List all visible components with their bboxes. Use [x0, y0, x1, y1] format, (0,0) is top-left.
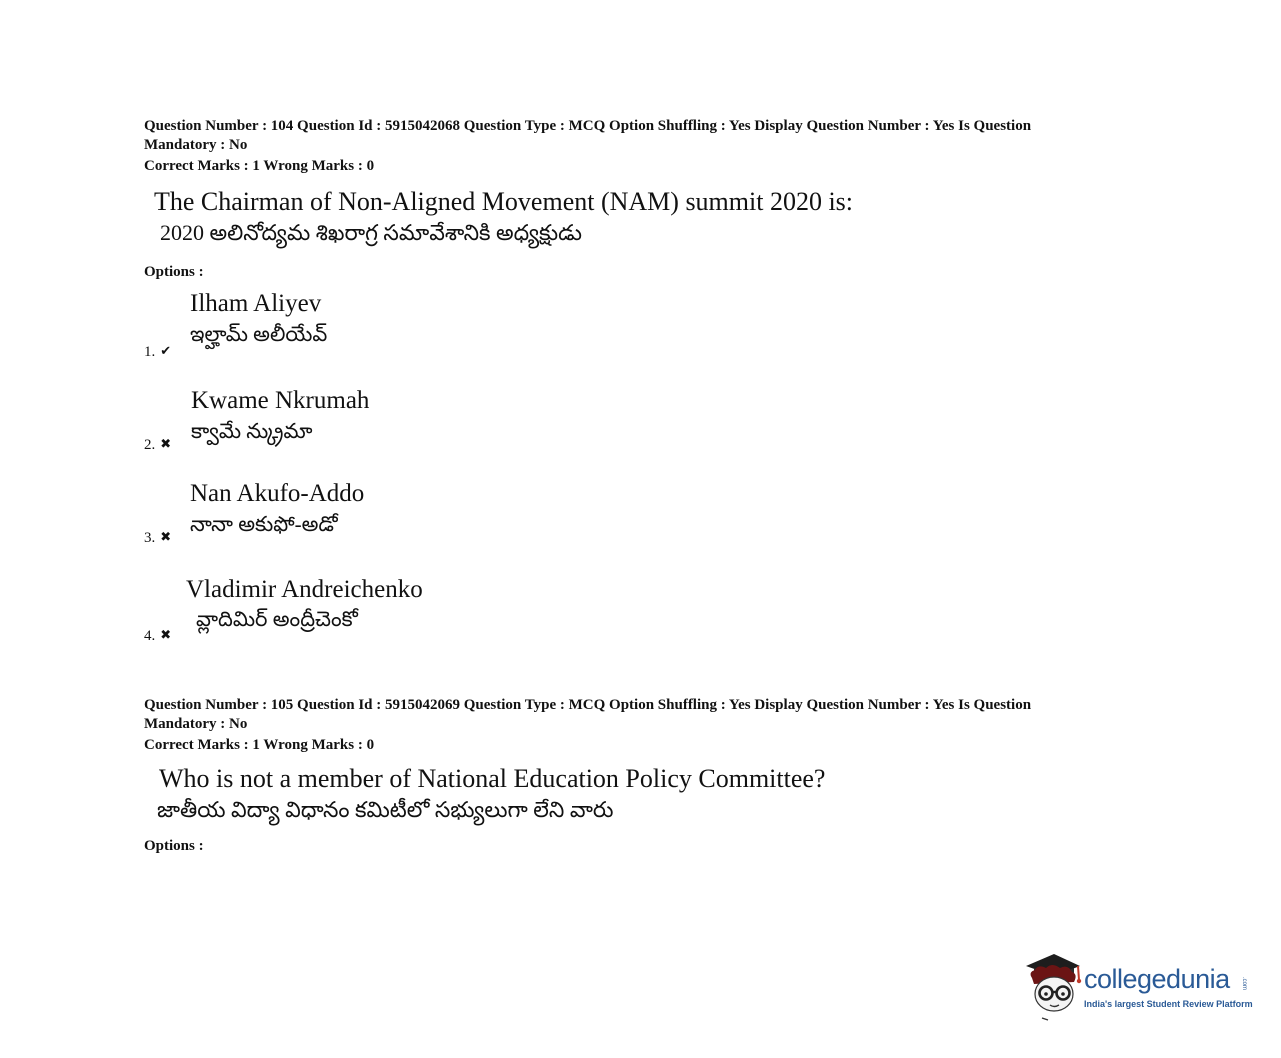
question-meta-line: Mandatory : No: [144, 716, 248, 732]
option-2-number: [144, 436, 171, 454]
cross-icon: ✖: [160, 627, 172, 642]
logo-wordmark: collegedunia: [1084, 964, 1230, 994]
cross-icon: ✖: [160, 529, 172, 544]
check-icon: ✔: [160, 343, 172, 358]
question-104-text-te: 2020 అలినోద్యమ శిఖరాగ్ర సమావేశానికి అధ్యక్షుడు: [160, 220, 583, 245]
option-number-label: 2.: [144, 437, 156, 453]
option-number-label: 3.: [144, 530, 156, 546]
collegedunia-logo: [1022, 950, 1262, 1022]
question-104-options-label: Options :: [144, 264, 204, 280]
option-2-text-en[interactable]: Kwame Nkrumah: [191, 387, 370, 414]
question-104-text-en: The Chairman of Non-Aligned Movement (NAM) summit 2020 is:: [154, 187, 854, 216]
option-1-text-en[interactable]: Ilham Aliyev: [190, 290, 322, 317]
student-mascot-icon: [1022, 950, 1084, 1022]
option-1-text-te[interactable]: ఇల్హామ్ అలీయేవ్: [190, 322, 328, 346]
option-3-text-en[interactable]: Nan Akufo-Addo: [190, 480, 365, 507]
option-number-label: 4.: [144, 628, 156, 644]
option-3-text-te[interactable]: నానా అకుఫో-అడో: [190, 512, 338, 536]
option-1-number: [144, 343, 171, 361]
question-meta-line: Question Number : 104 Question Id : 5915042068 Question Type : MCQ Option Shuffling : Yes Display Question Number : Yes Is Question: [144, 118, 1032, 134]
logo-domain-suffix: .com: [1241, 977, 1247, 991]
option-3-number: [144, 529, 171, 547]
question-meta-line: Question Number : 105 Question Id : 5915042069 Question Type : MCQ Option Shuffling : Yes Display Question Number : Yes Is Question: [144, 697, 1032, 713]
logo-tagline: India's largest Student Review Platform: [1084, 999, 1253, 1009]
question-105-meta: [144, 696, 1124, 734]
question-105-options-label: Options :: [144, 838, 204, 854]
option-4-number: [144, 627, 171, 645]
option-4-text-te[interactable]: వ్లాదిమిర్ అంద్రీచెంకో: [196, 607, 358, 631]
option-2-text-te[interactable]: క్వామే న్క్రుమా: [191, 419, 313, 443]
question-105-marks: Correct Marks : 1 Wrong Marks : 0: [144, 737, 375, 753]
question-104-meta: [144, 117, 1124, 155]
question-104-marks: Correct Marks : 1 Wrong Marks : 0: [144, 158, 375, 174]
option-4-text-en[interactable]: Vladimir Andreichenko: [186, 576, 423, 603]
option-number-label: 1.: [144, 344, 156, 360]
question-105-text-te: జాతీయ విద్యా విధానం కమిటీలో సభ్యులుగా లేని వారు: [157, 797, 614, 822]
cross-icon: ✖: [160, 436, 172, 451]
question-meta-line: Mandatory : No: [144, 137, 248, 153]
question-105-text-en: Who is not a member of National Education Policy Committee?: [159, 764, 826, 793]
